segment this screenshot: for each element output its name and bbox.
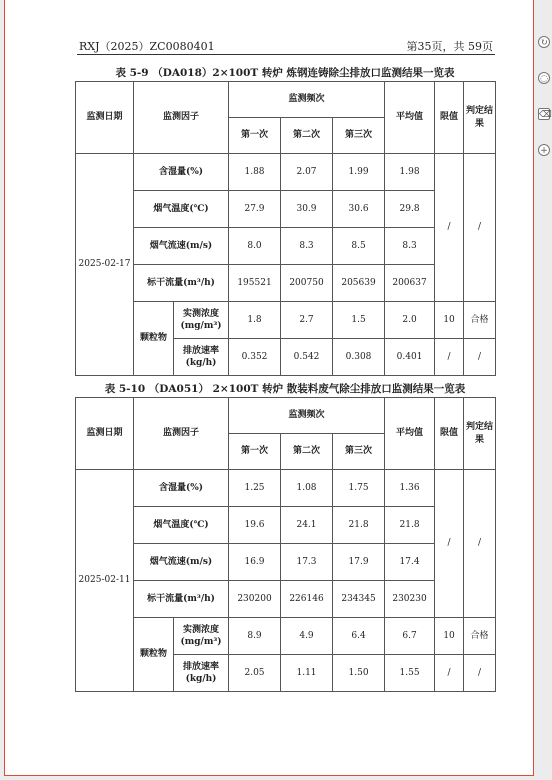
value-cell: 0.352 [229,339,281,376]
value-cell: 30.6 [333,191,385,228]
judgement-cell: / [464,154,496,302]
header-second: 第二次 [281,434,333,470]
table-row [76,265,496,302]
table-row [76,618,496,655]
value-cell: 1.11 [281,655,333,692]
header-judgement: 判定结果 [464,398,496,470]
group-label: 颗粒物 [134,618,174,692]
monitor-date: 2025-02-17 [76,154,134,376]
value-cell: 6.4 [333,618,385,655]
average-cell: 230230 [385,581,435,618]
page-info: 第35页，共 59页 [406,40,493,53]
limit-cell: 10 [435,618,464,655]
header-frequency: 监测频次 [229,82,385,118]
judgement-cell: / [464,339,496,376]
group-label: 颗粒物 [134,302,174,376]
page-header [79,38,493,54]
average-cell: 8.3 [385,228,435,265]
value-cell: 4.9 [281,618,333,655]
value-cell: 8.3 [281,228,333,265]
factor-label: 含湿量(%) [134,154,229,191]
monitor-date: 2025-02-11 [76,470,134,692]
document-page [4,0,534,776]
table-row [76,191,496,228]
table-row [76,302,496,339]
average-cell: 1.36 [385,470,435,507]
value-cell: 205639 [333,265,385,302]
table-row [76,544,496,581]
factor-label: 标干流量(m³/h) [134,265,229,302]
value-cell: 234345 [333,581,385,618]
value-cell: 2.05 [229,655,281,692]
limit-cell: / [435,154,464,302]
table-row [76,228,496,265]
table2-caption: 表 5-10 （DA051） 2×100T 转炉 散装料废气除尘排放口监测结果一览表 [104,383,466,395]
average-cell: 21.8 [385,507,435,544]
header-third: 第三次 [333,118,385,154]
header-factor: 监测因子 [134,82,229,154]
limit-cell: / [435,470,464,618]
header-average: 平均值 [385,82,435,154]
header-factor: 监测因子 [134,398,229,470]
header-frequency: 监测频次 [229,398,385,434]
header-average: 平均值 [385,398,435,470]
factor-label: 实测浓度(mg/m³) [174,618,229,655]
table1 [75,81,496,376]
value-cell: 195521 [229,265,281,302]
factor-label: 排放速率(kg/h) [174,655,229,692]
limit-cell: / [435,655,464,692]
header-second: 第二次 [281,118,333,154]
factor-label: 烟气流速(m/s) [134,228,229,265]
factor-label: 含湿量(%) [134,470,229,507]
average-cell: 2.0 [385,302,435,339]
factor-label: 烟气温度(℃) [134,191,229,228]
value-cell: 8.5 [333,228,385,265]
value-cell: 21.8 [333,507,385,544]
value-cell: 17.9 [333,544,385,581]
value-cell: 0.308 [333,339,385,376]
average-cell: 200637 [385,265,435,302]
average-cell: 6.7 [385,618,435,655]
value-cell: 1.8 [229,302,281,339]
limit-cell: / [435,339,464,376]
table1-caption: 表 5-9 （DA018）2×100T 转炉 炼钢连铸除尘排放口监测结果一览表 [115,67,455,79]
value-cell: 16.9 [229,544,281,581]
value-cell: 8.0 [229,228,281,265]
factor-label: 排放速率(kg/h) [174,339,229,376]
doc-number: RXJ（2025）ZC0080401 [79,40,215,53]
value-cell: 200750 [281,265,333,302]
judgement-cell: 合格 [464,618,496,655]
header-third: 第三次 [333,434,385,470]
zoom-icon[interactable]: ◌ [538,72,550,84]
table-row [76,470,496,507]
table-row [76,154,496,191]
header-limit: 限值 [435,398,464,470]
average-cell: 17.4 [385,544,435,581]
header-limit: 限值 [435,82,464,154]
factor-label: 标干流量(m³/h) [134,581,229,618]
value-cell: 19.6 [229,507,281,544]
add-icon[interactable]: + [538,144,550,156]
factor-label: 烟气流速(m/s) [134,544,229,581]
value-cell: 0.542 [281,339,333,376]
average-cell: 1.98 [385,154,435,191]
value-cell: 1.50 [333,655,385,692]
value-cell: 1.99 [333,154,385,191]
factor-label: 烟气温度(℃) [134,507,229,544]
value-cell: 30.9 [281,191,333,228]
value-cell: 17.3 [281,544,333,581]
value-cell: 2.7 [281,302,333,339]
header-rule [77,54,495,55]
value-cell: 1.88 [229,154,281,191]
limit-cell: 10 [435,302,464,339]
average-cell: 1.55 [385,655,435,692]
header-first: 第一次 [229,434,281,470]
table-row [76,581,496,618]
judgement-cell: / [464,655,496,692]
header-first: 第一次 [229,118,281,154]
judgement-cell: / [464,470,496,618]
header-date: 监测日期 [76,398,134,470]
rotate-icon[interactable]: ↻ [538,36,550,48]
value-cell: 1.08 [281,470,333,507]
header-judgement: 判定结果 [464,82,496,154]
table2 [75,397,496,692]
header-date: 监测日期 [76,82,134,154]
factor-label: 实测浓度(mg/m³) [174,302,229,339]
value-cell: 2.07 [281,154,333,191]
value-cell: 226146 [281,581,333,618]
value-cell: 24.1 [281,507,333,544]
table-row [76,507,496,544]
value-cell: 1.5 [333,302,385,339]
delete-icon[interactable]: ⌫ [539,110,552,120]
average-cell: 29.8 [385,191,435,228]
value-cell: 1.25 [229,470,281,507]
value-cell: 230200 [229,581,281,618]
value-cell: 27.9 [229,191,281,228]
average-cell: 0.401 [385,339,435,376]
value-cell: 1.75 [333,470,385,507]
judgement-cell: 合格 [464,302,496,339]
value-cell: 8.9 [229,618,281,655]
